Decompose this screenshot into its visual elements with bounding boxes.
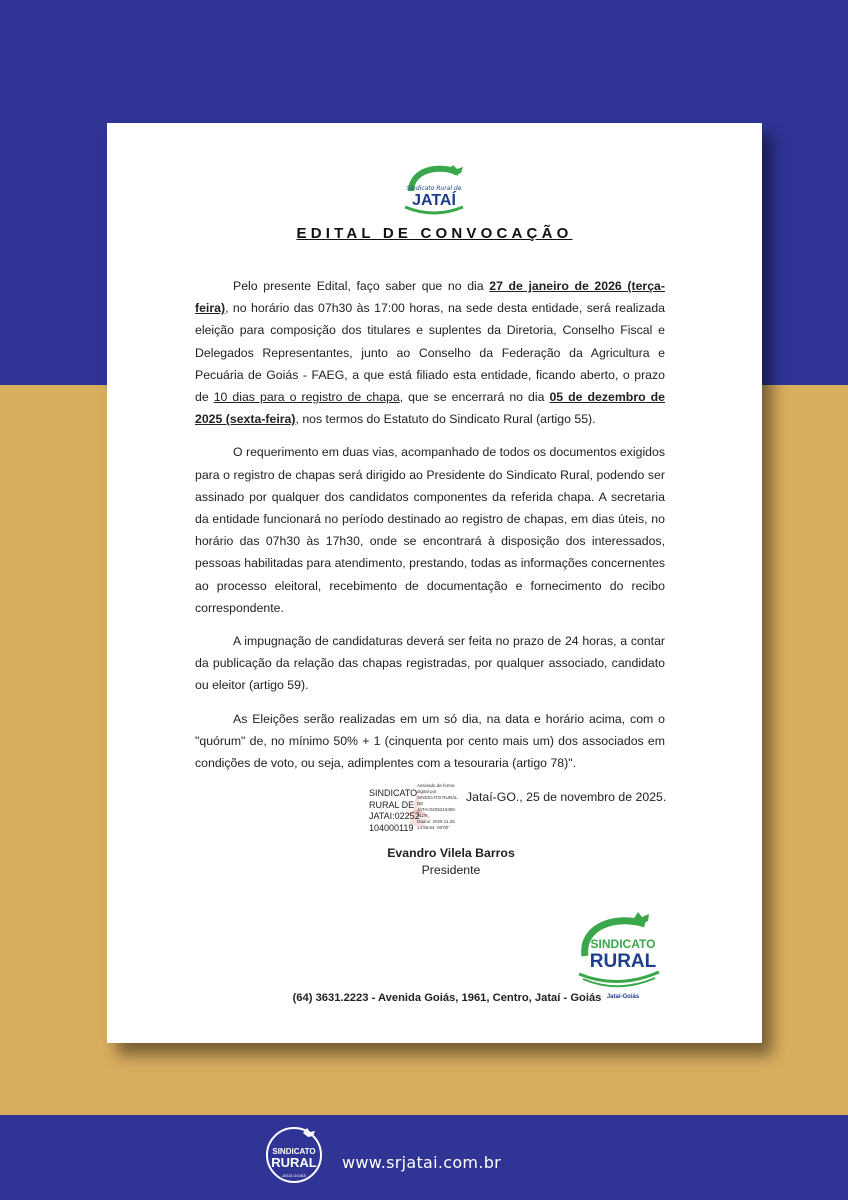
cert-right-line: digital por (417, 789, 437, 794)
footer-logo-line2: RURAL (271, 1155, 317, 1170)
sindicato-rural-jatai-logo (397, 161, 471, 219)
p1-text-3: , que se encerrará no dia (399, 390, 550, 405)
logo-bottom-line1: SINDICATO (590, 937, 656, 951)
cert-right-line: 14:55:54 -03'00' (417, 825, 449, 830)
paragraph-2: O requerimento em duas vias, acompanhado de todos os documentos exigidos para o registro de chapas será dirigido ao Presidente do Sindicato Rural, podendo ser assinado por qualquer dos candidatos componentes da referida chapa. A secretaria da entidade funcionará no período destinado ao registro de chapas, em dias úteis, no horário das 07h30 às 17h30, onde se encontrará à disposição dos interessados, pessoas habilitadas para atendimento, prestando, todas as informações concernentes ao processo eleitoral, recebimento de documentação e fornecimento do recibo correspondente. (195, 445, 666, 615)
logo-top-line2: JATAÍ (412, 192, 456, 209)
signer-name: Evandro Vilela Barros (387, 846, 515, 860)
p1-text-4: , nos termos do Estatuto do Sindicato Rural (artigo 55). (295, 412, 596, 427)
cert-left-line: 104000119 (369, 822, 414, 833)
cert-right-line: Dados: 2025.11.25 (417, 819, 455, 824)
cert-right-line: Assinado de forma (417, 783, 455, 788)
document-title: EDITAL DE CONVOCAÇÃO (296, 225, 573, 242)
cert-right-line: DE (417, 801, 424, 806)
page-footer-logo (263, 1125, 325, 1185)
footer-logo-line3: JATAÍ-GOIÁS (281, 1173, 307, 1178)
logo-top-line1: Sindicato Rural de (406, 185, 462, 192)
cert-left-line: SINDICATO (369, 788, 418, 798)
logo-bottom-line3: Jataí-Goiás (606, 994, 640, 1000)
signature-date-line: Jataí-GO., 25 de novembro de 2025. (466, 790, 667, 804)
cert-right-line: JATAI:0225210400 (417, 807, 455, 812)
p1-underlined-period: 10 dias para o registro de chapa (213, 390, 400, 405)
cert-right-line: SINDICATO RURAL (417, 795, 458, 800)
sindicato-rural-logo (573, 906, 663, 1001)
logo-bottom-line2: RURAL (589, 951, 657, 972)
p1-text-2: , no horário das 07h30 às 17:00 horas, na sede desta entidade, será realizada eleição para composição dos titulares e suplentes da Diretoria, Conselho Fiscal e Delegados Representantes, junto ao Conselho da Federação da Agricultura e Pecuária de Goiás - FAEG, a que está filiado esta entidade, ficando aberto, o prazo de (195, 301, 665, 405)
document-body (195, 275, 665, 785)
signature-cert-left (369, 788, 420, 834)
cert-right-line: 0119 (417, 813, 427, 818)
paragraph-4: As Eleições serão realizadas em um só dia, na data e horário acima, com o "quórum" de, no mínimo 50% + 1 (cinquenta por cento mais um) dos associados em condições de voto, ou seja, adimplentes com a tesouraria (artigo 78)". (195, 711, 665, 771)
signer-role: Presidente (421, 863, 481, 877)
p1-date-2: 05 de dezembro de 2025 (sexta-feira) (195, 390, 665, 427)
document-footer-contact: (64) 3631.2223 - Avenida Goiás, 1961, Centro, Jataí - Goiás (292, 992, 602, 1004)
footer-logo-line1: SINDICATO (272, 1147, 316, 1156)
cert-left-line: JATAI:02252 (369, 811, 420, 821)
paragraph-1 (195, 275, 665, 430)
signature-cert-right (417, 783, 467, 831)
p1-text-1: Pelo presente Edital, faço saber que no dia (233, 279, 490, 293)
p1-date-1: 27 de janeiro de 2026 (terça-feira) (195, 279, 665, 316)
cert-left-line: RURAL DE (369, 799, 415, 810)
paragraph-3: A impugnação de candidaturas deverá ser feita no prazo de 24 horas, a contar da publicação da relação das chapas registradas, por qualquer associado, candidato ou eleitor (artigo 59). (195, 634, 665, 693)
website-url[interactable]: www.srjatai.com.br (342, 1153, 502, 1172)
document-page (107, 123, 762, 1043)
